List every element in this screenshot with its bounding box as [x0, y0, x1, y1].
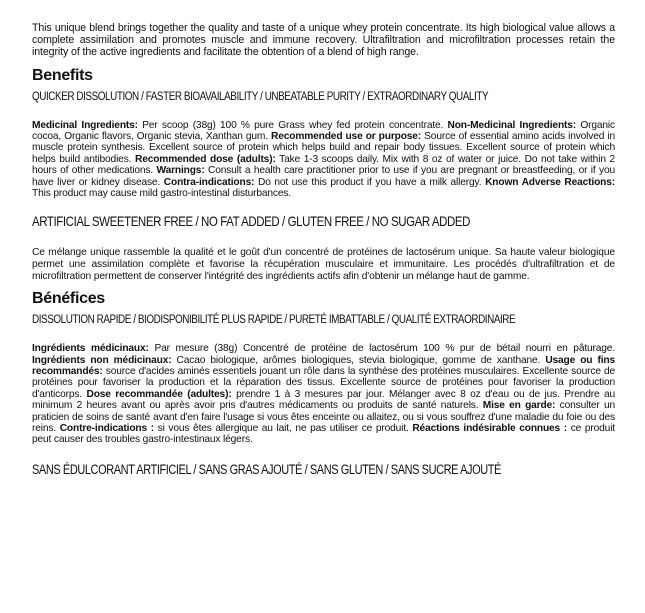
fr-medicinal-ingredients-label: Ingrédients médicinaux: [32, 343, 149, 355]
fr-non-medicinal-ingredients-label: Ingrédients non médicinaux: [32, 354, 172, 366]
adverse-reactions-label: Known Adverse Reactions: [485, 176, 615, 188]
contra-indications-label: Contra-indications: [163, 176, 255, 188]
recommended-use-label: Recommended use or purpose: [271, 131, 422, 143]
french-benefits-line: DISSOLUTION RAPIDE / BIODISPONIBILITÉ PLUS RAPIDE / PURETÉ IMBATTABLE / QUALITÉ EXTRAORDINAIRE [32, 312, 516, 327]
english-ingredients-paragraph [32, 120, 615, 200]
recommended-use-text: Source of essential amino acids involved in muscle protein synthesis. Excellent source of protein which helps build and repair body tissues. Excellent source of protein which helps build antibodies. [32, 131, 615, 165]
french-section [32, 247, 615, 477]
fr-medicinal-ingredients-text: Par mesure (38g) Concentré de protéine de lactosérum 100 % pur de bétail nourri en pâturage. [148, 343, 616, 355]
medicinal-ingredients-label: Medicinal Ingredients: [32, 119, 138, 131]
contra-indications-text: Do not use this product if you have a milk allergy. [254, 176, 486, 188]
warnings-text: Consult a health care practitioner prior to use if you are pregnant or breastfeeding, or if you have liver or kidney disease. [32, 165, 615, 188]
fr-contra-indications-text: si vous êtes allergique au lait, ne pas utiliser ce produit. [153, 423, 413, 435]
fr-adverse-reactions-text: ce produit peut causer des troubles gastro-intestinaux légers. [32, 423, 615, 446]
fr-recommended-use-label: Usage ou fins recommandés: [32, 354, 615, 378]
french-benefits-heading: Bénéfices [32, 290, 105, 308]
non-medicinal-ingredients-label: Non-Medicinal Ingredients: [447, 119, 577, 131]
french-intro-paragraph: Ce mélange unique rassemble la qualité et le goût d'un concentré de protéines de lactosérum unique. Sa haute valeur biologique permet une assimilation complète et favorise la récupération musculaire et immunitaire. Les procédés d'ultrafiltration et de microfiltration permettent de conserver l'intégrité des ingrédients actifs afin d'obtenir un mélange haut de gamme. [32, 247, 615, 282]
fr-contra-indications-label: Contre-indications : [59, 423, 154, 435]
medicinal-ingredients-text: Per scoop (38g) 100 % pure Grass whey fed protein concentrate. [137, 119, 448, 131]
non-medicinal-ingredients-text: Organic cocoa, Organic flavors, Organic stevia, Xanthan gum. [32, 119, 615, 143]
warnings-label: Warnings: [156, 165, 205, 177]
adverse-reactions-text: This product may cause mild gastro-intestinal disturbances. [32, 188, 291, 200]
fr-recommended-use-text: source d'acides aminés essentiels jouant un rôle dans la synthèse des protéines musculaires. Excellente source de protéines pour favoriser la production et la réparation des tissus. Excellente source de protéines pour favoriser la production d'anticorps. [32, 366, 615, 400]
fr-warnings-label: Mise en garde: [482, 400, 556, 412]
fr-recommended-dose-text: prendre 1 à 3 mesures par jour. Mélanger avec 8 oz d'eau ou de jus. Prendre au minimum 2 heures avant ou après avoir pris d'autres médicaments ou produits de santé naturels. [32, 388, 615, 412]
english-section [32, 22, 615, 229]
recommended-dose-label: Recommended dose (adults): [134, 153, 276, 165]
french-free-from-line: SANS ÉDULCORANT ARTIFICIEL / SANS GRAS AJOUTÉ / SANS GLUTEN / SANS SUCRE AJOUTÉ [32, 461, 501, 477]
french-ingredients-paragraph [32, 343, 615, 446]
fr-adverse-reactions-label: Réactions indésirable connues : [412, 423, 568, 435]
fr-warnings-text: consulter un praticien de soins de santé avant d'en faire l'usage si vous êtes enceinte ou allaitez, ou si vous souffrez d'une maladie du foie ou des reins. [32, 400, 615, 435]
fr-non-medicinal-ingredients-text: Cacao biologique, arômes biologiques, stevia biologique, gomme de xanthane. [171, 354, 546, 366]
english-benefits-line: QUICKER DISSOLUTION / FASTER BIOAVAILABILITY / UNBEATABLE PURITY / EXTRAORDINARY QUALITY [32, 88, 489, 103]
english-intro-paragraph: This unique blend brings together the quality and taste of a unique whey protein concentrate. Its high biological value allows a complete assimilation and promotes muscle and immune recovery. Ultrafiltration and microfiltration processes retain the integrity of the active ingredients and facilitate the obtention of a blend of high range. [32, 22, 615, 59]
english-benefits-heading: Benefits [32, 66, 93, 84]
english-free-from-line: ARTIFICIAL SWEETENER FREE / NO FAT ADDED / GLUTEN FREE / NO SUGAR ADDED [32, 213, 471, 230]
fr-recommended-dose-label: Dose recommandée (adultes): [86, 388, 232, 400]
recommended-dose-text: Take 1-3 scoops daily. Mix with 8 oz of water or juice. Do not take within 2 hours of other medications. [32, 153, 616, 177]
